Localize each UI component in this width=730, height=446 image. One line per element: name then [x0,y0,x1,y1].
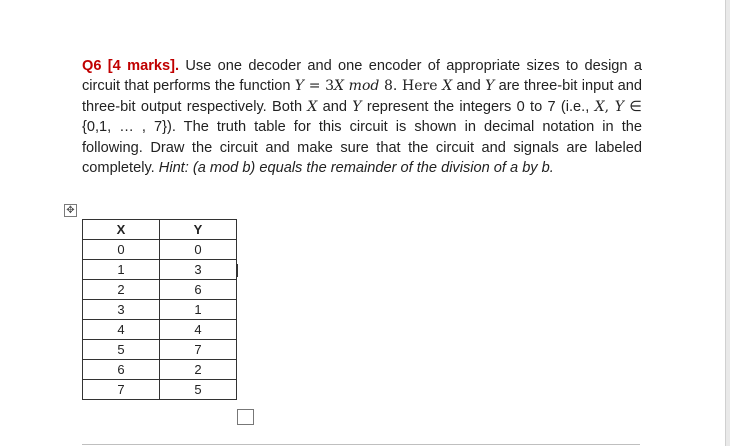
math-x: X [442,78,453,95]
math-expr: = 3 [304,78,335,95]
page-right-edge [725,0,730,446]
cell-y[interactable]: 3 [160,260,237,280]
table-row [83,340,237,360]
question-text [82,56,642,178]
math-y: Y [614,98,624,115]
cell-x[interactable]: 0 [83,240,160,260]
column-header-y: Y [160,220,237,240]
column-header-x: X [83,220,160,240]
math-y: Y [485,78,495,95]
truth-table [82,219,237,400]
math-comma: , [604,98,615,115]
move-handle-icon[interactable]: ✥ [64,204,77,217]
math-x: X [594,98,605,115]
cell-y[interactable]: 6 [160,280,237,300]
question-text-part: 8. Here [379,78,443,95]
question-label: Q6 [4 marks]. [82,58,180,74]
cell-x[interactable]: 6 [83,360,160,380]
table-header-row [83,220,237,240]
table-row [83,380,237,400]
question-text-part: are three-bit input and three-bit output respectively. Both [82,78,643,115]
table-row [83,260,237,280]
table-row [83,240,237,260]
question-text-part: ∈ {0,1, … , 7}). The truth table for this circuit is shown in decimal notation in the following. Draw the circuit and make sure that the circuit and signals are labeled completely. [82,98,642,177]
math-x-mod: X mod [334,78,380,95]
question-text-part: Use one decoder and one encoder of appropriate sizes to design a circuit that performs the function [82,58,642,95]
cell-y[interactable]: 2 [160,360,237,380]
table-row [83,280,237,300]
table-row [83,360,237,380]
cell-y[interactable]: 1 [160,300,237,320]
table-row [83,300,237,320]
cell-x[interactable]: 1 [83,260,160,280]
hint-text: Hint: (a mod b) equals the remainder of the division of a by b. [158,160,554,177]
text-cursor [237,264,238,277]
question-text-part: and [452,78,486,95]
cell-y[interactable]: 5 [160,380,237,400]
page-divider [82,444,640,445]
resize-handle-icon[interactable] [237,409,254,425]
cell-x[interactable]: 2 [83,280,160,300]
math-y: Y [294,78,305,95]
question-text-part: and [317,98,353,115]
cell-x[interactable]: 5 [83,340,160,360]
cell-x[interactable]: 7 [83,380,160,400]
math-x: X [307,98,318,115]
question-text-part: represent the integers 0 to 7 (i.e., [361,98,595,115]
cell-y[interactable]: 4 [160,320,237,340]
cell-x[interactable]: 3 [83,300,160,320]
cell-y[interactable]: 0 [160,240,237,260]
math-y: Y [352,98,362,115]
cell-x[interactable]: 4 [83,320,160,340]
table-row [83,320,237,340]
cell-y[interactable]: 7 [160,340,237,360]
